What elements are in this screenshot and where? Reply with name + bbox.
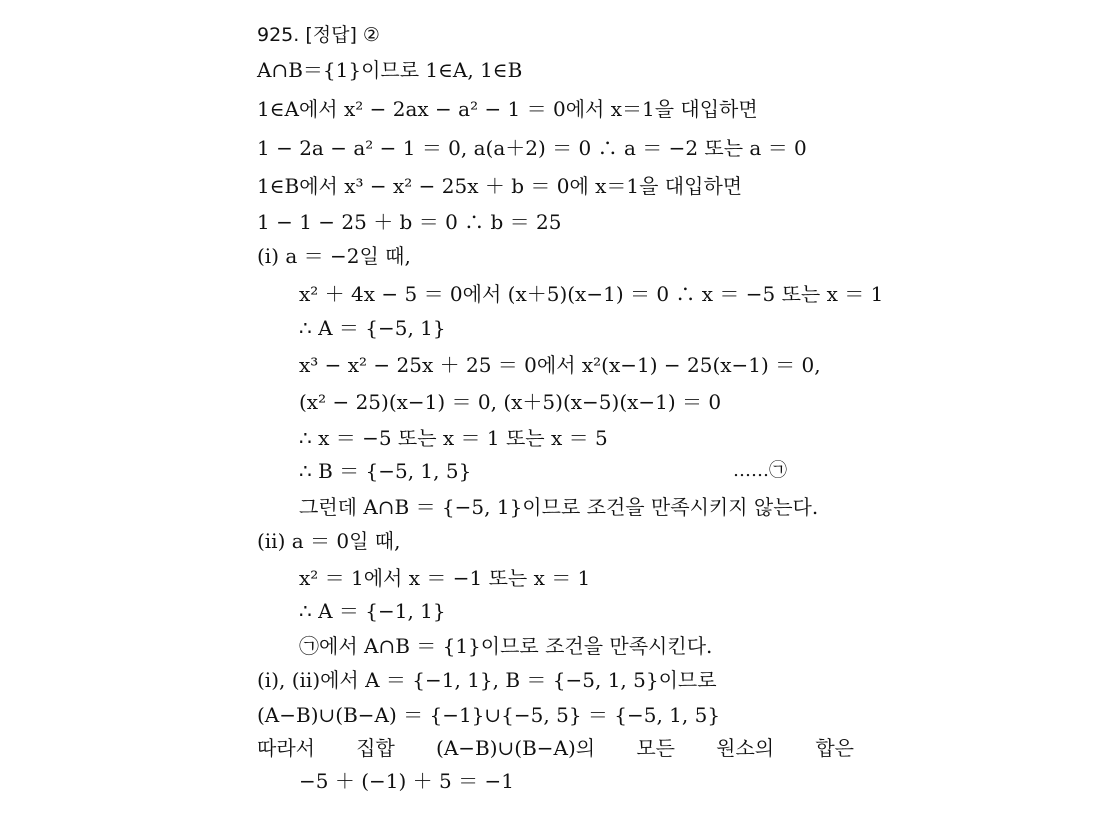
solution-line: 1 − 2a − a² − 1 ＝ 0, a(a＋2) ＝ 0 ∴ a ＝ −2 또는 a ＝ 0 [257,136,807,160]
solution-line: (x² − 25)(x−1) ＝ 0, (x＋5)(x−5)(x−1) ＝ 0 [299,390,722,414]
conclusion-word: 합은 [815,736,854,760]
case-one-heading: (ⅰ) a ＝ −2일 때, [257,244,411,268]
conclusion-word: 집합 [356,736,395,760]
solution-line: ∴ A ＝ {−1, 1} [299,599,446,623]
solution-line: x² ＋ 4x − 5 ＝ 0에서 (x＋5)(x−1) ＝ 0 ∴ x ＝ −5 또는 x ＝ 1 [299,282,884,306]
solution-line: ∴ x ＝ −5 또는 x ＝ 1 또는 x ＝ 5 [299,426,608,450]
final-answer-line: −5 ＋ (−1) ＋ 5 ＝ −1 [299,769,514,793]
solution-line: 그런데 A∩B ＝ {−5, 1}이므로 조건을 만족시키지 않는다. [299,495,819,519]
solution-line: (A−B)∪(B−A) ＝ {−1}∪{−5, 5} ＝ {−5, 1, 5} [257,703,721,727]
solution-line: ㉠에서 A∩B ＝ {1}이므로 조건을 만족시킨다. [299,634,713,658]
solution-line: (ⅰ), (ⅱ)에서 A ＝ {−1, 1}, B ＝ {−5, 1, 5}이므로 [257,668,717,692]
case-two-heading: (ⅱ) a ＝ 0일 때, [257,529,401,553]
reference-marker: ……㉠ [733,460,787,481]
solution-line: 1 − 1 − 25 ＋ b ＝ 0 ∴ b ＝ 25 [257,210,562,234]
conclusion-word: (A−B)∪(B−A)의 [436,736,596,760]
solution-line: 1∈A에서 x² − 2ax − a² − 1 ＝ 0에서 x＝1을 대입하면 [257,97,758,121]
solution-line: x² ＝ 1에서 x ＝ −1 또는 x ＝ 1 [299,566,591,590]
solution-line: A∩B＝{1}이므로 1∈A, 1∈B [257,58,523,82]
problem-header: 925. [정답] ② [257,24,380,46]
conclusion-sentence [257,736,854,760]
conclusion-word: 모든 [636,736,675,760]
conclusion-word: 따라서 [257,736,315,760]
solution-line: x³ − x² − 25x ＋ 25 ＝ 0에서 x²(x−1) − 25(x−1) ＝ 0, [299,353,821,377]
solution-line: ∴ A ＝ {−5, 1} [299,316,446,340]
solution-line: 1∈B에서 x³ − x² − 25x ＋ b ＝ 0에 x＝1을 대입하면 [257,174,743,198]
solution-line: ∴ B ＝ {−5, 1, 5} [299,459,472,483]
conclusion-word: 원소의 [716,736,775,760]
